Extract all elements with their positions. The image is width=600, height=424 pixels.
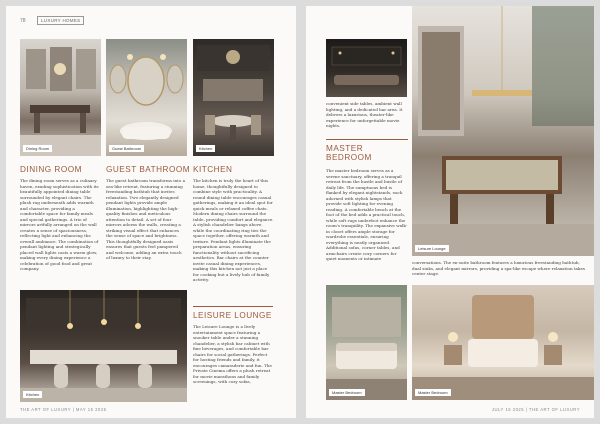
master-heading-line2: BEDROOM — [326, 153, 372, 162]
image-caption: Leisure Lounge — [415, 245, 449, 252]
ensuite-text: conversations. The en-suite bathroom features a luxurious freestanding bathtub, dual sinks, and elegant mirrors, providing a spa-like escape where relaxation takes center stage. — [412, 260, 586, 276]
dining-room-image — [20, 39, 101, 156]
master-bedroom-heading — [326, 144, 372, 162]
cinema-continued-text: convenient side tables, ambient wall lighting, and a dedicated bar area. It delivers a luxurious, theater-like experience for unforgettable movie nights. — [326, 101, 403, 128]
right-footer: JULY 15 2025 | THE ART OF LUXURY — [491, 407, 580, 412]
image-caption: Kitchen — [23, 391, 42, 398]
image-caption: Dining Room — [23, 145, 52, 152]
image-caption: Kitchen — [196, 145, 215, 152]
left-footer: THE ART OF LUXURY | MAY 15 2025 — [20, 407, 107, 412]
master-bedroom-illustration — [326, 285, 407, 400]
dining-room-heading: DINING ROOM — [20, 165, 82, 174]
kitchen-text: The kitchen is truly the heart of this home, thoughtfully designed to combine style with practicality. A round dining table encourages casual gatherings, making it an ideal spot for quick meals or relaxed coffee chats. Modern dining chairs surround the table, providing comfort and elegance. A stylish chandelier hangs above, while the coordinating ring ties the space together, offering warmth and texture. Pendant lights illuminate the preparation areas, ensuring functionality without sacrificing aesthetics. Bar chairs at the counter invite casual dining experiences, making this kitchen not just a place for cooking but a lively hub of family activity. — [193, 178, 274, 282]
image-caption: Master Bedroom — [415, 389, 451, 396]
guest-bathroom-heading: GUEST BATHROOM — [106, 165, 191, 174]
bathroom-illustration — [106, 39, 187, 156]
image-caption: Master Bedroom — [329, 389, 365, 396]
page-number: 78 — [20, 18, 26, 24]
kitchen-illustration — [193, 39, 274, 156]
master-bedroom-wide-illustration — [412, 285, 594, 400]
leisure-lounge-illustration — [412, 6, 594, 256]
master-heading-line1: MASTER — [326, 144, 364, 153]
left-page — [6, 6, 296, 418]
leisure-lounge-image — [412, 6, 594, 256]
private-cinema-image — [326, 39, 407, 97]
leisure-lounge-text: The Leisure Lounge is a lively entertainment space featuring a snooker table under a stunning chandelier, a stylish bar cabinet with fine beverages, and comfortable bar chairs for social gatherings. Perfect for hosting friends and family, it encourages camaraderie and fun. The Private Cinema offers a plush retreat for movie marathons and family screenings, with cozy sofas, — [193, 324, 272, 384]
right-page — [306, 6, 594, 418]
kitchen-wide-illustration — [20, 290, 187, 402]
leisure-lounge-heading: LEISURE LOUNGE — [193, 311, 272, 320]
master-bedroom-image-2 — [412, 285, 594, 400]
master-bedroom-image-1 — [326, 285, 407, 400]
master-bedroom-text: The master bedroom serves as a serene sanctuary, offering a tranquil retreat from the hustle and bustle of daily life. The sumptuous bed is flanked by elegant nightstands, each adorned with stylish lamps that provide soft lighting for evening reading. A comfortable bench at the foot of the bed adds a practical touch, while soft rugs underfoot enhance the room's tranquility. The expansive walk-in closet offers ample storage for wardrobe essentials, ensuring everything is neatly organized. Additional sofas, corner tables, and armchairs create cozy corners for quiet moments or intimate — [326, 168, 408, 261]
guest-bathroom-image — [106, 39, 187, 156]
image-caption: Guest Bathroom — [109, 145, 144, 152]
section-tag: LUXURY HOMES — [37, 16, 84, 25]
dining-room-illustration — [20, 39, 101, 156]
section-divider — [326, 139, 408, 140]
kitchen-heading: KITCHEN — [193, 165, 233, 174]
kitchen-image — [193, 39, 274, 156]
cinema-illustration — [326, 39, 407, 97]
section-divider — [193, 306, 273, 307]
dining-room-text: The dining room serves as a culinary haven, exuding sophistication with its beautifully appointed dining table surrounded by elegant chairs. The plush rug underneath adds warmth and character, providing a comfortable space for family meals and special gatherings. A trio of mirrors artfully arranged on the wall creates a sense of spaciousness, reflecting light and enhancing the overall ambiance. The combination of pendant lighting and strategically placed wall lights casts a warm glow, making every dining experience a celebration of good food and great company. — [20, 178, 99, 271]
kitchen-wide-image — [20, 290, 187, 402]
guest-bathroom-text: The guest bathroom transforms into a sea-like retreat, featuring a stunning freestanding bathtub that invites relaxation. Two elegantly designed pendant lights provide ample illumination, highlighting the high-quality finishes and meticulous attention to detail. A set of four mirrors adorns the walls, creating a striking visual effect that enhances the sense of space and brightness. This thoughtfully designed oasis ensures that guests feel pampered and welcome, adding an extra touch of luxury to their stay. — [106, 178, 186, 260]
